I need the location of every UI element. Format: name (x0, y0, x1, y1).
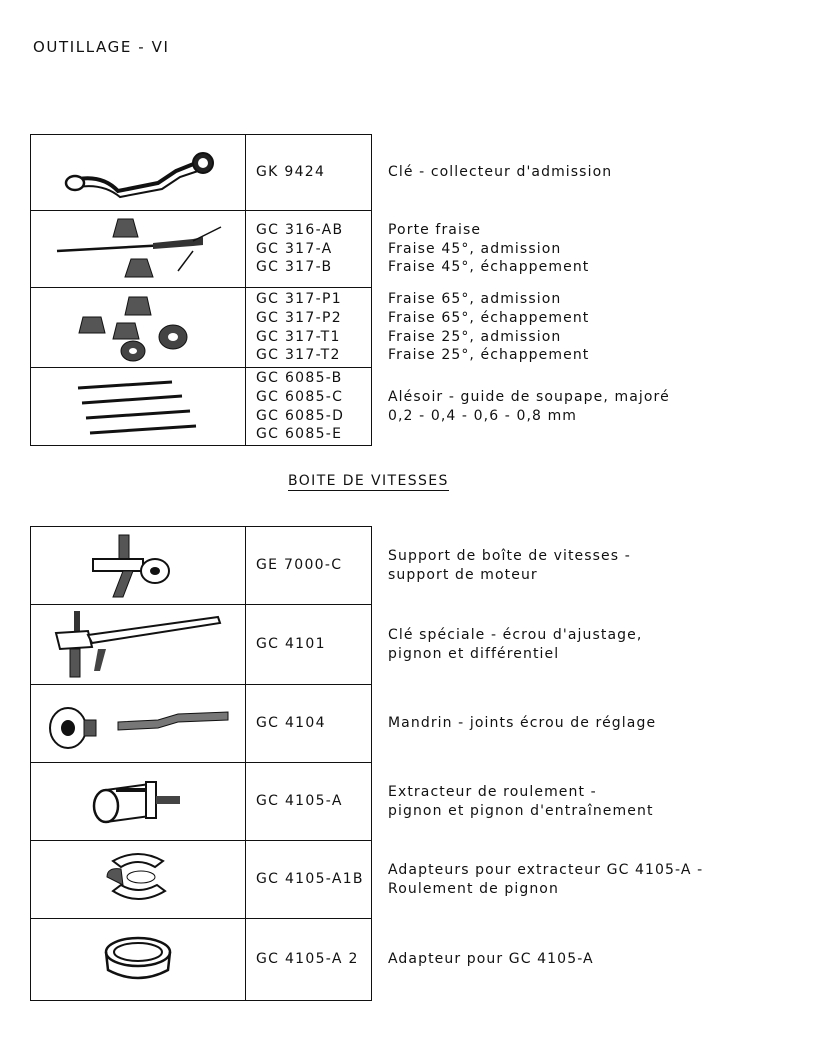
tool-code-cell (246, 919, 372, 1001)
tool-description (372, 685, 704, 763)
tool-code: GK 9424 (256, 164, 326, 181)
description-line: pignon et différentiel (388, 645, 560, 662)
split-adapter-icon (93, 847, 183, 913)
tool-code: GC 4101 (256, 636, 326, 653)
tool-code-cell (246, 605, 372, 685)
tool-image-cell (31, 605, 246, 685)
description-line: Clé spéciale - écrou d'ajustage, (388, 626, 643, 643)
tool-code: GC 6085-E (256, 426, 343, 443)
description-line: 0,2 - 0,4 - 0,6 - 0,8 mm (388, 407, 578, 424)
description-line: Fraise 25°, admission (388, 328, 562, 345)
description-line: Support de boîte de vitesses - (388, 547, 631, 564)
description-line: Extracteur de roulement - (388, 783, 597, 800)
tool-code: GC 316-AB (256, 222, 344, 239)
tool-description (372, 763, 704, 841)
mandrel-icon (38, 694, 238, 754)
tool-code: GC 317-B (256, 259, 333, 276)
tool-image-cell (31, 919, 246, 1001)
tool-code: GC 317-P2 (256, 309, 342, 326)
tool-code-cell (246, 288, 372, 368)
tool-code-cell (246, 135, 372, 211)
tool-image-cell (31, 288, 246, 368)
cutter-holder-icon (43, 215, 233, 283)
table-row (31, 685, 704, 763)
table-row (31, 288, 670, 368)
tool-image-cell (31, 368, 246, 446)
gearbox-support-icon (83, 531, 193, 601)
description-line: Clé - collecteur d'admission (388, 164, 613, 181)
page-title: OUTILLAGE - VI (33, 38, 170, 56)
tool-code-cell (246, 685, 372, 763)
tool-image-cell (31, 211, 246, 288)
tool-code: GC 6085-B (256, 370, 343, 387)
tool-code: GC 317-T2 (256, 347, 341, 364)
tools-table-gearbox (30, 526, 704, 1001)
tool-description (372, 527, 704, 605)
tool-code: GC 4104 (256, 715, 326, 732)
tool-code: GC 317-A (256, 240, 333, 257)
bearing-puller-icon (88, 770, 188, 834)
description-line: Adapteurs pour extracteur GC 4105-A - (388, 861, 704, 878)
description-line: Fraise 65°, admission (388, 291, 562, 308)
tool-description (372, 211, 670, 288)
tool-code: GC 6085-C (256, 388, 344, 405)
valve-seat-cutters-icon (63, 293, 213, 363)
reamers-icon (68, 374, 208, 440)
tool-description (372, 288, 670, 368)
description-line: Adapteur pour GC 4105-A (388, 951, 594, 968)
description-line: Alésoir - guide de soupape, majoré (388, 388, 670, 405)
tool-code: GE 7000-C (256, 557, 343, 574)
description-line: Mandrin - joints écrou de réglage (388, 715, 657, 732)
description-line: Porte fraise (388, 222, 482, 239)
description-line: support de moteur (388, 566, 538, 583)
tool-code: GC 317-T1 (256, 328, 341, 345)
description-line: Fraise 65°, échappement (388, 309, 590, 326)
tool-code-cell (246, 211, 372, 288)
tool-image-cell (31, 763, 246, 841)
table-row (31, 841, 704, 919)
description-line: pignon et pignon d'entraînement (388, 802, 654, 819)
ring-adapter-icon (93, 930, 183, 990)
tool-description (372, 135, 670, 211)
tool-image-cell (31, 135, 246, 211)
tool-code: GC 6085-D (256, 407, 345, 424)
tool-code: GC 4105-A 2 (256, 951, 359, 968)
table-row (31, 211, 670, 288)
tool-image-cell (31, 685, 246, 763)
table-row (31, 763, 704, 841)
description-line: Fraise 25°, échappement (388, 347, 590, 364)
description-line: Roulement de pignon (388, 880, 559, 897)
tool-description (372, 841, 704, 919)
tool-code: GC 4105-A (256, 793, 343, 810)
tool-image-cell (31, 527, 246, 605)
section-heading: BOITE DE VITESSES (288, 473, 449, 489)
tool-code-cell (246, 841, 372, 919)
tool-image-cell (31, 841, 246, 919)
bent-spanner-icon (58, 143, 218, 203)
description-line: Fraise 45°, échappement (388, 259, 590, 276)
tool-description (372, 919, 704, 1001)
tools-table-engine (30, 134, 670, 446)
tool-code-cell (246, 368, 372, 446)
description-line: Fraise 45°, admission (388, 240, 562, 257)
tool-description (372, 605, 704, 685)
tool-code: GC 4105-A1B (256, 871, 364, 888)
table-row (31, 527, 704, 605)
tool-code: GC 317-P1 (256, 291, 342, 308)
table-row (31, 368, 670, 446)
table-row (31, 605, 704, 685)
special-wrench-icon (48, 609, 228, 681)
table-row (31, 919, 704, 1001)
tool-code-cell (246, 527, 372, 605)
table-row (31, 135, 670, 211)
tool-code-cell (246, 763, 372, 841)
tool-description (372, 368, 670, 446)
